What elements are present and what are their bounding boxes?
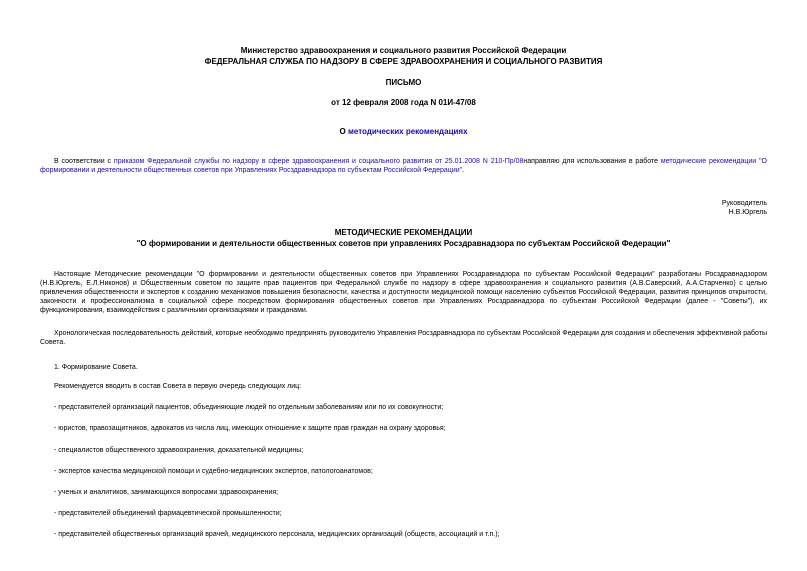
subject-prefix: О bbox=[339, 127, 348, 136]
recommend-text: Рекомендуется вводить в состав Совета в первую очередь следующих лиц: bbox=[54, 383, 302, 390]
list-item: - юристов, правозащитников, адвокатов из числа лиц, имеющих отношение к защите прав граждан на охрану здоровья; bbox=[54, 425, 446, 432]
body-paragraph-2: Хронологическая последовательность действий, которые необходимо предпринять руководителю Управления Росздравнадзора по субъектам Российской Федерации для создания и обеспечения эффективной работы Совета. bbox=[40, 330, 767, 346]
list-item: - представителей объединений фармацевтической промышленности; bbox=[54, 510, 282, 517]
ministry-title: Министерство здравоохранения и социального развития Российской Федерации bbox=[240, 46, 567, 55]
recommendations-link[interactable]: методические рекомендации "О формировании и деятельности общественных советов при Управлениях Росздравнадзора по субъектам Российской Федерации" bbox=[40, 158, 768, 174]
list-item: - представителей общественных организаций врачей, медицинского персонала, медицинских организаций (обществ, ассоциаций и т.п.); bbox=[54, 531, 500, 538]
document-type: ПИСЬМО bbox=[385, 78, 422, 87]
intro-paragraph bbox=[40, 157, 767, 175]
subject-link[interactable]: методических рекомендациях bbox=[347, 127, 468, 136]
list-item: - экспертов качества медицинской помощи и судебно-медицинских экспертов, патологоанатомов; bbox=[54, 468, 373, 475]
recommendations-subheading: "О формировании и деятельности общественных советов при управлениях Росздравнадзора по субъектам Российской Федерации" bbox=[136, 239, 671, 248]
intro-text-2: направляю для использования в работе bbox=[523, 158, 661, 165]
intro-text-1: В соответствии с bbox=[54, 158, 114, 165]
signature-title: Руководитель bbox=[721, 200, 767, 207]
section-1-title: 1. Формирование Совета. bbox=[54, 364, 138, 371]
signature-name: Н.В.Юргель bbox=[728, 209, 767, 216]
list-item: - специалистов общественного здравоохранения, доказательной медицины; bbox=[54, 447, 304, 454]
list-item: - представителей организаций пациентов, объединяющие людей по отдельным заболеваниям или по их совокупности; bbox=[54, 404, 444, 411]
order-link[interactable]: приказом Федеральной службы по надзору в сфере здравоохранения и социального развития от 25.01.2008 N 210-Пр/08 bbox=[113, 158, 524, 165]
list-item: - ученых и аналитиков, занимающихся вопросами здравоохранения; bbox=[54, 489, 279, 496]
body-paragraph-1: Настоящие Методические рекомендации "О формировании и деятельности общественных советов при Управлениях Росздравнадзора по субъектам Российской Федерации" разработаны Росздравнадзором (Н.В.Юргель, Е.Л.Никонов) и Общественным советом по защите прав пациентов при Федеральной службе по надзору в сфере здравоохранения и социального развития (А.В.Саверский, А.А.Старченко) с целью привлечения общественности и экспертов к созданию механизмов повышения безопасности, качества и доступности медицинской помощи населению субъектов Российской Федерации, развития принципов открытости, законности и профессионализма в социальной сфере посредством формирования общественных советов при Управлениях Росздравнадзора по субъектам Российской Федерации (далее - "Советы"), их функционирования, взаимодействия с различными организациями и гражданами. bbox=[40, 271, 767, 314]
document-date-number: от 12 февраля 2008 года N 01И-47/08 bbox=[331, 98, 476, 107]
service-title: ФЕДЕРАЛЬНАЯ СЛУЖБА ПО НАДЗОРУ В СФЕРЕ ЗДРАВООХРАНЕНИЯ И СОЦИАЛЬНОГО РАЗВИТИЯ bbox=[204, 57, 603, 66]
document-subject bbox=[0, 127, 807, 137]
signature-block bbox=[722, 199, 767, 217]
intro-text-3: . bbox=[462, 167, 465, 174]
recommendations-heading: МЕТОДИЧЕСКИЕ РЕКОМЕНДАЦИИ bbox=[334, 228, 473, 237]
